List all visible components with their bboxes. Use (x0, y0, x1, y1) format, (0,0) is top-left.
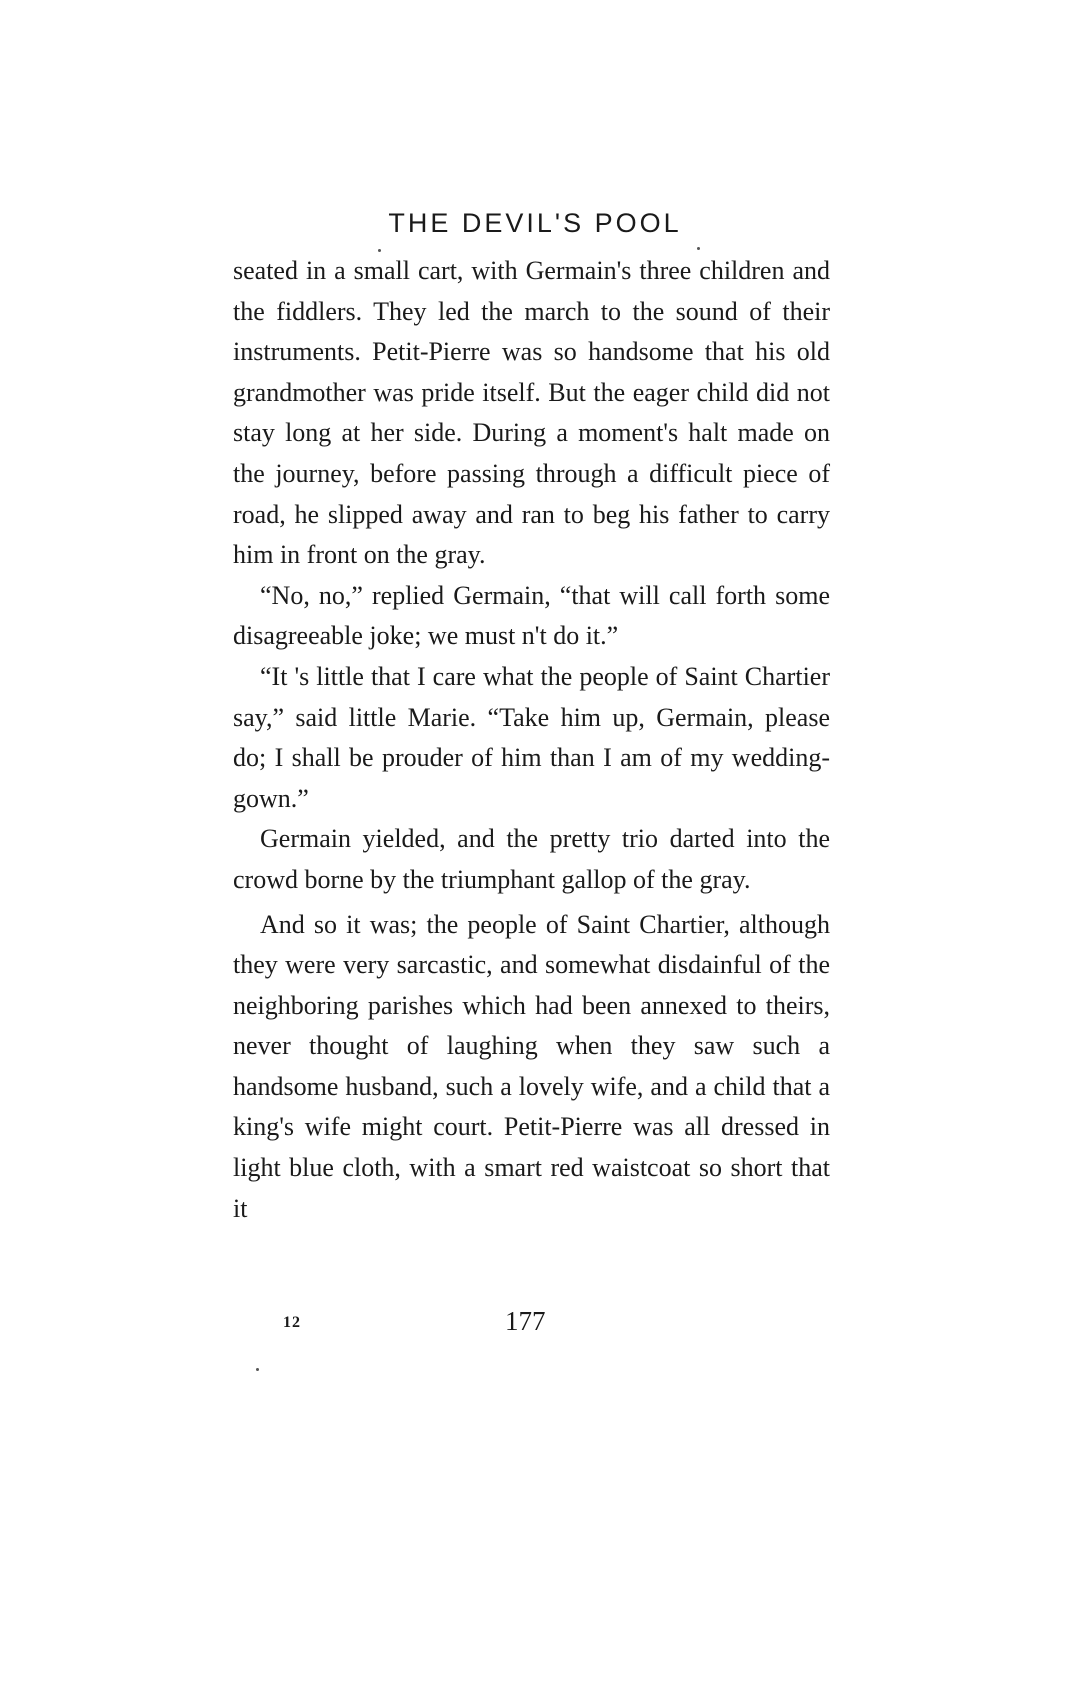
page-number: 177 (505, 1306, 546, 1336)
print-speck (256, 1368, 259, 1371)
paragraph-3: “It 's little that I care what the people of Saint Chartier say,” said little Marie. “Take him up, Germain, please do; I shall be prouder of him than I am of my wedding-gown.” (233, 661, 830, 813)
print-speck (697, 247, 700, 250)
print-speck (378, 249, 381, 252)
paragraph-5: And so it was; the people of Saint Chartier, although they were very sarcastic, and somewhat disdainful of the neighboring parishes which had been annexed to theirs, never thought of laughing when they saw such a handsome husband, such a lovely wife, and a child that a king's wife might court. Petit-Pierre was all dressed in light blue cloth, with a smart red waistcoat so short that it (233, 909, 830, 1223)
paragraph-4: Germain yielded, and the pretty trio darted into the crowd borne by the triumphant gallop of the gray. (233, 824, 830, 894)
paragraph-1: seated in a small cart, with Germain's three children and the fiddlers. They led the march to the sound of their instruments. Petit-Pierre was so handsome that his old grandmother was pride itself. But the eager child did not stay long at her side. During a moment's halt made on the journey, before passing through a difficult piece of road, he slipped away and ran to beg his father to carry him in front on the gray. (233, 256, 830, 570)
paragraph-2: “No, no,” replied Germain, “that will call forth some disagreeable joke; we must n't do it.” (233, 580, 830, 651)
signature-mark: 12 (283, 1314, 301, 1331)
running-head: THE DEVIL'S POOL (388, 208, 682, 238)
body-text (233, 251, 830, 1229)
